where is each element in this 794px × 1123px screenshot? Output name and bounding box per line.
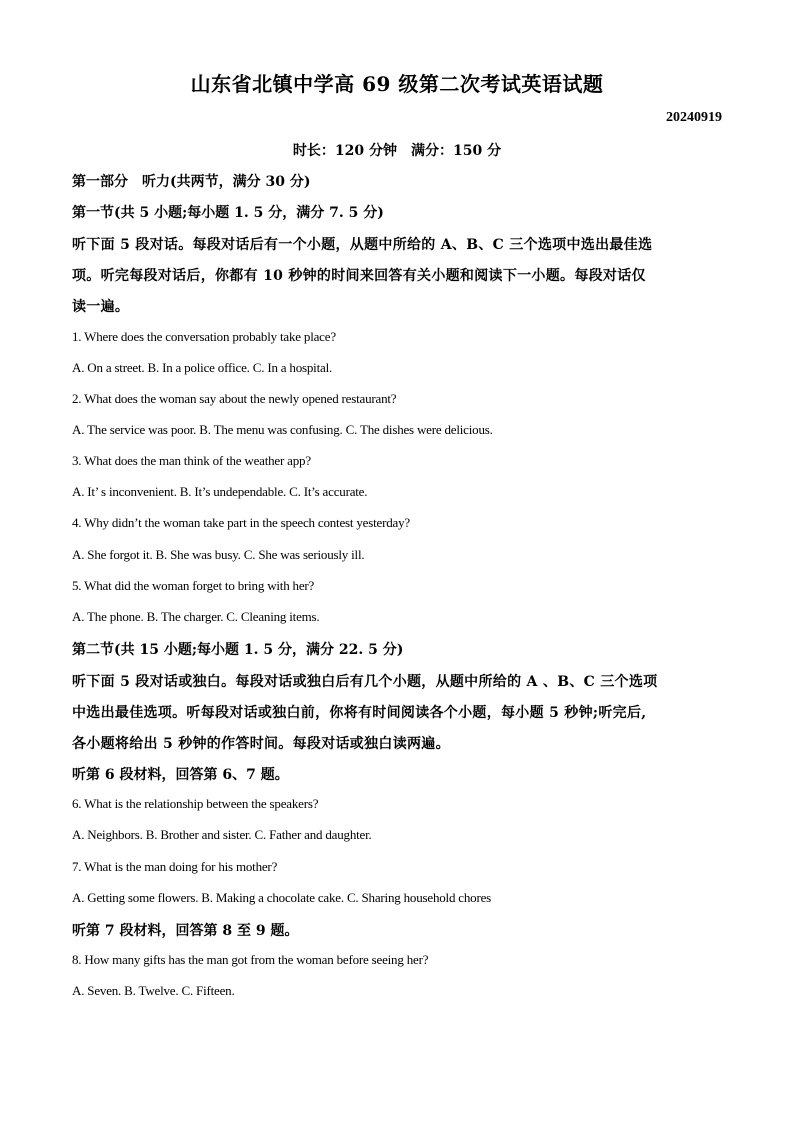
exam-date: 20240919 <box>666 110 722 125</box>
question-7: 7. What is the man doing for his mother? <box>72 859 278 874</box>
question-4: 4. Why didn’t the woman take part in the speech contest yesterday? <box>72 515 410 530</box>
section1-heading: 第一节(共 5 小题;每小题 1. 5 分，满分 7. 5 分) <box>72 205 384 221</box>
section1-instruction-line: 听下面 5 段对话。每段对话后有一个小题，从题中所给的 A、B、C 三个选项中选出最佳选 <box>72 237 653 253</box>
part1-heading: 第一部分 听力(共两节，满分 30 分) <box>72 174 311 190</box>
group-8-9-heading: 听第 7 段材料，回答第 8 至 9 题。 <box>72 923 299 939</box>
section2-instruction-line: 听下面 5 段对话或独白。每段对话或独白后有几个小题，从题中所给的 A 、B、C 三个选项 <box>72 674 658 690</box>
question-6: 6. What is the relationship between the speakers? <box>72 796 319 811</box>
section1-instruction-line: 项。听完每段对话后，你都有 10 秒钟的时间来回答有关小题和阅读下一小题。每段对话仅 <box>72 268 646 284</box>
question-1-options: A. On a street. B. In a police office. C. In a hospital. <box>72 360 333 375</box>
question-3: 3. What does the man think of the weather app? <box>72 453 311 468</box>
section2-instruction-line: 各小题将给出 5 秒钟的作答时间。每段对话或独白读两遍。 <box>72 736 450 752</box>
group-6-7-heading: 听第 6 段材料，回答第 6、7 题。 <box>72 767 289 783</box>
section1-instruction-line: 读一遍。 <box>72 299 130 315</box>
section2-heading: 第二节(共 15 小题;每小题 1. 5 分，满分 22. 5 分) <box>72 642 404 658</box>
question-8-options: A. Seven. B. Twelve. C. Fifteen. <box>72 983 235 998</box>
exam-duration-score: 时长：120 分钟 满分：150 分 <box>292 143 502 159</box>
question-1: 1. Where does the conversation probably take place? <box>72 329 336 344</box>
question-5-options: A. The phone. B. The charger. C. Cleaning items. <box>72 609 320 624</box>
question-2-options: A. The service was poor. B. The menu was confusing. C. The dishes were delicious. <box>72 422 493 437</box>
question-3-options: A. It’ s inconvenient. B. It’s undependable. C. It’s accurate. <box>72 484 368 499</box>
question-7-options: A. Getting some flowers. B. Making a chocolate cake. C. Sharing household chores <box>72 890 492 905</box>
question-5: 5. What did the woman forget to bring with her? <box>72 578 315 593</box>
question-6-options: A. Neighbors. B. Brother and sister. C. Father and daughter. <box>72 827 372 842</box>
section2-instruction-line: 中选出最佳选项。听每段对话或独白前，你将有时间阅读各个小题，每小题 5 秒钟;听完后, <box>72 705 647 721</box>
question-2: 2. What does the woman say about the newly opened restaurant? <box>72 391 397 406</box>
question-4-options: A. She forgot it. B. She was busy. C. She was seriously ill. <box>72 547 365 562</box>
question-8: 8. How many gifts has the man got from the woman before seeing her? <box>72 952 429 967</box>
exam-title: 山东省北镇中学高 69 级第二次考试英语试题 <box>190 72 604 96</box>
